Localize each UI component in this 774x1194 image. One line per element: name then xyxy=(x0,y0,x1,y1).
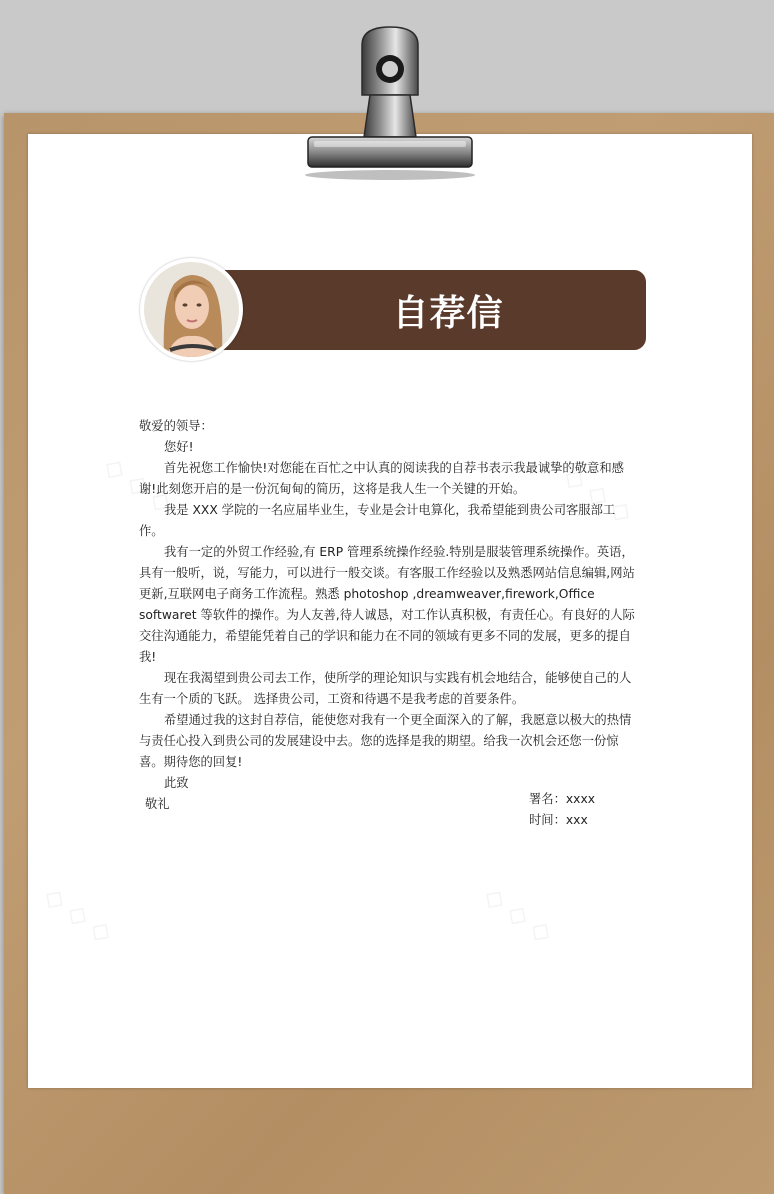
signature: 署名：xxxx xyxy=(529,792,595,806)
paragraph: 希望通过我的这封自荐信，能使您对我有一个更全面深入的了解，我愿意以极大的热情与责任心投入到贵公司的发展建设中去。您的选择是我的期望。给我一次机会还您一份惊喜。期待您的回复! xyxy=(139,713,632,769)
paragraph: 我是 XXX 学院的一名应届毕业生，专业是会计电算化，我希望能到贵公司客服部工作。 xyxy=(139,503,616,538)
letter-body xyxy=(139,416,639,815)
signature-block xyxy=(529,789,595,831)
avatar xyxy=(140,258,243,361)
salutation: 敬爱的领导： xyxy=(139,419,213,433)
paragraph: 首先祝您工作愉快!对您能在百忙之中认真的阅读我的自荐书表示我最诚挚的敬意和感谢!此刻您开启的是一份沉甸甸的简历，这将是我人生一个关键的开始。 xyxy=(139,461,624,496)
paragraph: 现在我渴望到贵公司去工作，使所学的理论知识与实践有机会地结合，能够使自己的人生有一个质的飞跃。 选择贵公司，工资和待遇不是我考虑的首要条件。 xyxy=(139,671,632,706)
date: 时间：xxx xyxy=(529,813,588,827)
greeting: 您好! xyxy=(164,440,194,454)
binder-clip-icon xyxy=(300,25,480,180)
closing-line: 此致 xyxy=(164,776,189,790)
paragraph: 我有一定的外贸工作经验,有 ERP 管理系统操作经验.特别是服装管理系统操作。英语，具有一般听，说，写能力，可以进行一般交谈。有客服工作经验以及熟悉网站信息编辑,网站更新,互联网电子商务工作流程。熟悉 photoshop ,dreamweaver,firework,Office softwaret 等软件的操作。为人友善,待人诚恳，对工作认真积极，有责任心。有良好的人际交往沟通能力，希望能凭着自己的学识和能力在不同的领域有更多不同的发展，更多的提自我! xyxy=(139,545,635,664)
closing-line: 敬礼 xyxy=(145,797,170,811)
page-title: 自荐信 xyxy=(392,292,504,334)
